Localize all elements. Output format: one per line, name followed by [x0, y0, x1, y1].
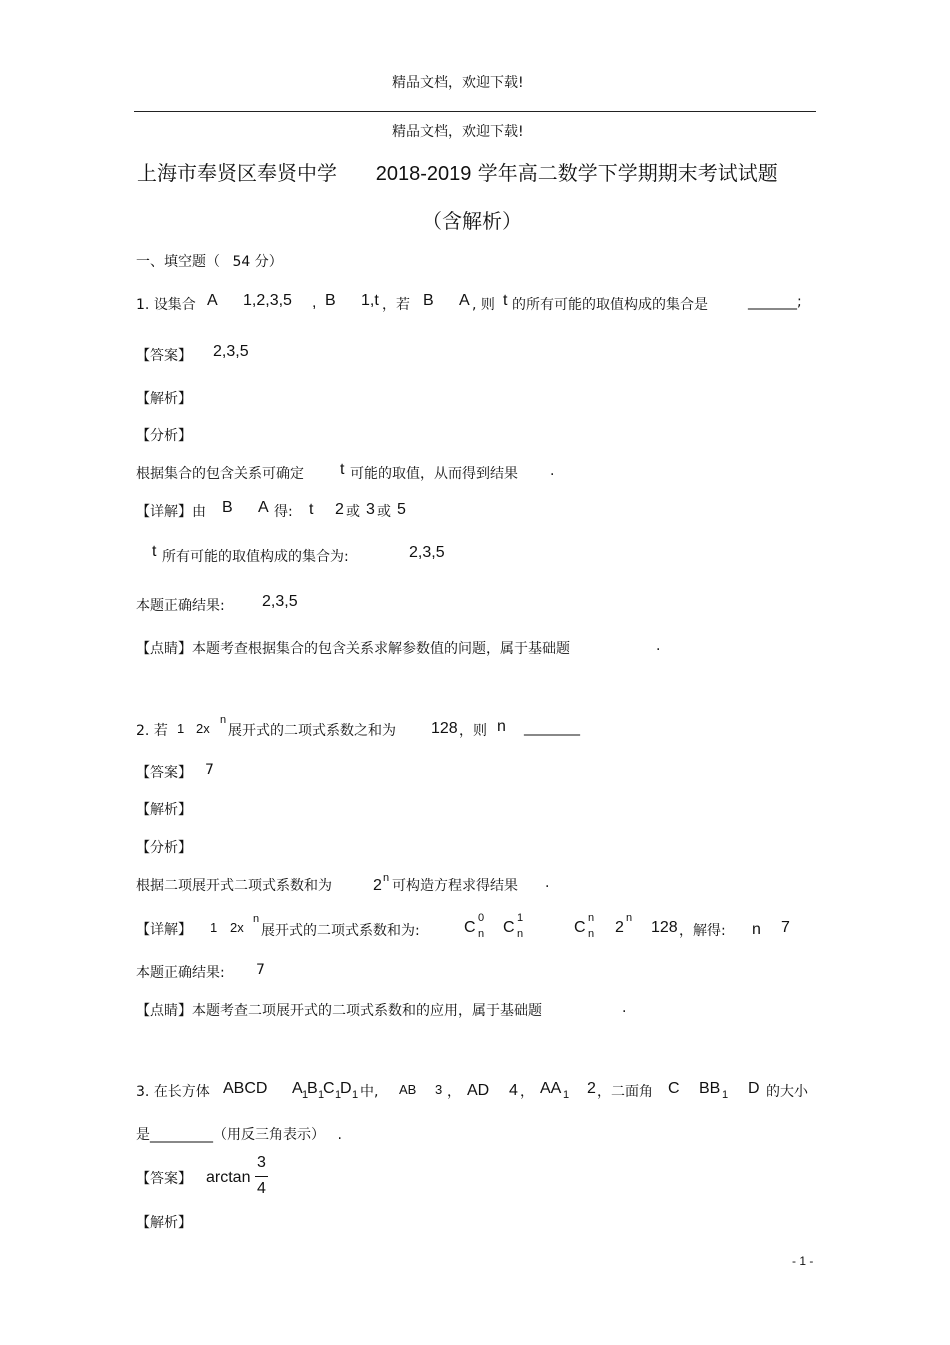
q2-n-sup: n: [220, 714, 227, 726]
q3-four: 4: [509, 1082, 518, 1099]
q1-detail-label: 【详解】由: [136, 504, 206, 520]
q2-c1-sup: 1: [517, 912, 524, 924]
q3-comma1: ，: [447, 1084, 461, 1100]
question-2: [136, 720, 168, 740]
header-text-repeat: 精品文档，欢迎下载!: [392, 124, 524, 140]
q1-detail-a: A: [258, 499, 269, 516]
page-number: - 1 -: [792, 1254, 814, 1268]
q2-detail-n: n: [253, 913, 260, 925]
q2-result-value: 7: [256, 962, 265, 978]
q1-result-text: 本题正确结果:: [136, 598, 225, 614]
q2-detail-label: 【详解】: [136, 922, 192, 938]
q2-answer-label: 【答案】: [136, 765, 192, 781]
q2-ruo: 若: [153, 723, 168, 739]
q3-d1-sub: 1: [352, 1089, 359, 1101]
header-text: 精品文档，欢迎下载!: [392, 75, 524, 91]
q2-seven: 7: [781, 919, 790, 936]
q1-set-a: 1,2,3,5: [243, 292, 292, 309]
q2-text1: 展开式的二项式系数之和为: [228, 723, 396, 739]
q1-detail-5: 5: [397, 501, 406, 518]
q3-dot: .: [337, 1127, 342, 1143]
question-1: [136, 294, 196, 314]
q1-detail-de: 得:: [274, 504, 293, 520]
q1-line-t: t: [152, 543, 157, 560]
section-score: 54: [232, 254, 251, 270]
title-years: 2018-2019: [375, 163, 472, 185]
q1-comma: ,: [312, 294, 317, 311]
q2-c1-sub: n: [517, 928, 524, 940]
q3-blank: _________: [150, 1127, 213, 1143]
q2-n: n: [497, 718, 506, 735]
section-label: 一、填空题（: [136, 254, 220, 270]
q1-answer-label: 【答案】: [136, 348, 192, 364]
q2-cn: C: [574, 919, 586, 936]
q1-result-value: 2,3,5: [262, 593, 298, 610]
q3-abcd: ABCD: [223, 1080, 268, 1097]
q3-three: 3: [435, 1082, 443, 1097]
q2-c0-sub: n: [478, 928, 485, 940]
q3-hint: （用反三角表示）: [213, 1127, 325, 1143]
q3-c1-sub: 1: [335, 1089, 342, 1101]
q1-analysis-text2: 可能的取值，从而得到结果: [350, 466, 518, 482]
q3-c: C: [668, 1080, 680, 1097]
q2-c0: C: [464, 919, 476, 936]
q1-a2: A: [459, 292, 470, 309]
q3-d: D: [748, 1080, 760, 1097]
q2-blank: ________: [524, 720, 580, 736]
q2-detail-text: 展开式的二项式系数和为:: [261, 923, 420, 939]
q3-line2: [136, 1124, 342, 1144]
q3-fraction-den: 4: [257, 1180, 266, 1197]
q2-2x: 2x: [196, 721, 210, 736]
page-title: [137, 157, 778, 186]
q2-analysis-2: 2: [373, 877, 382, 894]
q1-analysis-t: t: [340, 461, 345, 478]
q1-detail-2: 2: [335, 501, 344, 518]
q3-number: 3.: [136, 1084, 150, 1100]
q1-number: 1.: [136, 297, 150, 313]
q1-fenxi: 【分析】: [136, 428, 192, 444]
q3-text3: 的大小: [766, 1084, 808, 1100]
q2-fenxi: 【分析】: [136, 840, 192, 856]
q3-text2: ，二面角: [597, 1084, 653, 1100]
section-heading: [136, 251, 283, 271]
q1-text2: 的所有可能的取值构成的集合是: [512, 297, 708, 313]
q1-detail-b: B: [222, 499, 233, 516]
q3-arctan: arctan: [206, 1169, 251, 1186]
q2-analysis-text2: 可构造方程求得结果: [392, 878, 518, 894]
q3-zhong: 中,: [360, 1084, 379, 1100]
q2-result-text: 本题正确结果:: [136, 965, 225, 981]
q2-one: 1: [177, 721, 185, 736]
q2-c1: C: [503, 919, 515, 936]
q2-value: 128: [431, 720, 458, 737]
q3-a1-sub: 1: [302, 1089, 309, 1101]
q2-solve: ，解得:: [679, 923, 726, 939]
q3-fraction-num: 3: [257, 1154, 266, 1171]
q3-fraction-bar: [255, 1176, 268, 1177]
q2-two: 2: [615, 919, 624, 936]
q1-analysis-dot: .: [550, 463, 555, 479]
q1-set-b-label: B: [325, 292, 336, 309]
q3-ab: AB: [399, 1082, 417, 1097]
section-unit: 分）: [254, 254, 283, 270]
q1-answer: 2,3,5: [213, 343, 249, 360]
q1-jiexi: 【解析】: [136, 391, 192, 407]
q3-d1: D: [340, 1080, 352, 1097]
q3-text1: 在长方体: [153, 1084, 210, 1100]
q2-jiexi: 【解析】: [136, 802, 192, 818]
q2-analysis-n: n: [383, 872, 390, 884]
q1-ze: , 则: [472, 297, 495, 313]
q1-detail-or1: 或: [346, 504, 360, 520]
q2-ze: ，则: [459, 723, 487, 739]
header-rule: [134, 111, 816, 112]
q3-answer-label: 【答案】: [136, 1171, 192, 1187]
q3-a1: A: [292, 1080, 303, 1097]
q1-blank: _______;: [748, 294, 802, 310]
q3-c1: C: [323, 1080, 335, 1097]
title-rest: 学年高二数学下学期期末考试试题: [477, 161, 778, 185]
q2-analysis-dot: .: [545, 875, 550, 891]
q2-comment-dot: .: [622, 1000, 627, 1016]
q1-detail-t: t: [309, 501, 314, 518]
q3-shi: 是: [136, 1127, 150, 1143]
q1-analysis-text: 根据集合的包含关系可确定: [136, 466, 304, 482]
q1-detail-or2: 或: [377, 504, 391, 520]
q2-128: 128: [651, 919, 678, 936]
q3-b1: B: [307, 1080, 318, 1097]
q1-comment-dot: .: [656, 638, 661, 654]
q2-cn-sup: n: [588, 912, 595, 924]
q2-number: 2.: [136, 723, 150, 739]
q1-set-b: 1,t: [361, 292, 379, 309]
page-subtitle: （含解析）: [422, 209, 522, 233]
title-school: 上海市奉贤区奉贤中学: [137, 161, 337, 185]
q1-text: 设集合: [153, 297, 196, 313]
q3-ad: AD: [467, 1082, 490, 1099]
q3-jiexi: 【解析】: [136, 1215, 192, 1231]
q2-comment: 【点睛】本题考查二项展开式的二项式系数和的应用，属于基础题: [136, 1003, 542, 1019]
q1-t: t: [503, 292, 508, 309]
q1-line-text: 所有可能的取值构成的集合为:: [162, 549, 349, 565]
q3-aa-sub: 1: [563, 1089, 570, 1101]
q2-detail-2x: 2x: [230, 920, 244, 935]
q3-comma2: ，: [520, 1084, 534, 1100]
q2-c0-sup: 0: [478, 912, 485, 924]
q1-b2: B: [423, 292, 434, 309]
q2-two-sup: n: [626, 912, 633, 924]
q3-aa: AA: [540, 1080, 562, 1097]
q3-bb: BB: [699, 1080, 721, 1097]
q1-comment: 【点睛】本题考查根据集合的包含关系求解参数值的问题，属于基础题: [136, 641, 570, 657]
q3-two: 2: [587, 1080, 596, 1097]
q2-cn-sub: n: [588, 928, 595, 940]
q2-answer: 7: [205, 762, 214, 778]
q2-analysis-text: 根据二项展开式二项式系数和为: [136, 878, 332, 894]
question-3: [136, 1081, 210, 1101]
q1-set-a-label: A: [207, 292, 218, 309]
q1-line-set: 2,3,5: [409, 544, 445, 561]
q2-detail-1: 1: [210, 920, 218, 935]
q2-n2: n: [752, 921, 761, 938]
q1-detail-3: 3: [366, 501, 375, 518]
q3-bb-sub: 1: [722, 1089, 729, 1101]
q1-ruo: ，若: [382, 297, 410, 313]
q3-b1-sub: 1: [318, 1089, 325, 1101]
